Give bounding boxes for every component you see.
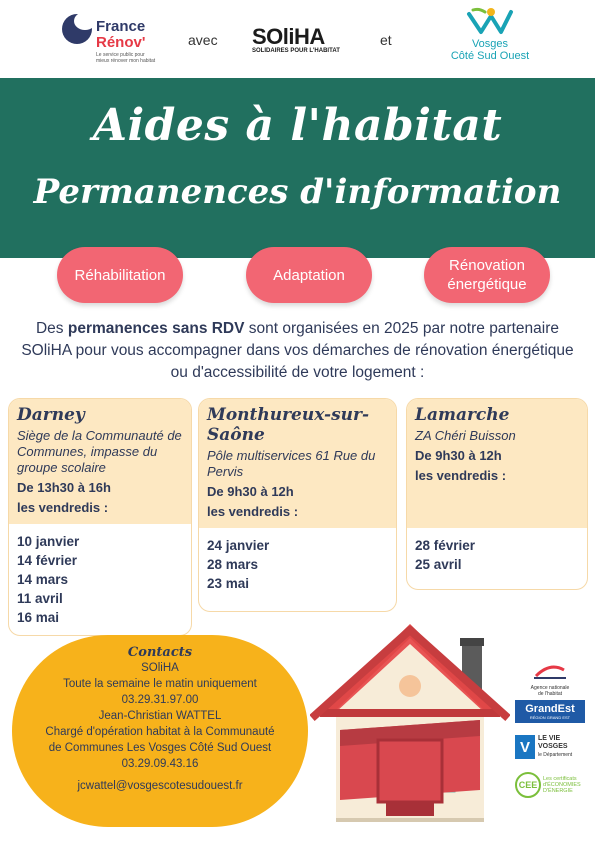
pill-renovation-energetique: Rénovation énergétique bbox=[424, 247, 550, 303]
vosges-dept-text bbox=[538, 735, 572, 759]
location-address: Siège de la Communauté de Communes, impasse du groupe scolaire bbox=[17, 428, 182, 475]
location-address: ZA Chéri Buisson bbox=[415, 428, 516, 443]
anah-text bbox=[515, 685, 585, 697]
location-day: les vendredis : bbox=[17, 500, 109, 515]
location-hours: De 13h30 à 16h bbox=[17, 480, 111, 495]
anah-logo bbox=[515, 660, 585, 697]
date-item: 25 avril bbox=[415, 557, 462, 572]
location-town: Monthureux-sur-Saône bbox=[207, 405, 370, 445]
intro-paragraph bbox=[20, 318, 575, 384]
vosges-v-icon: V bbox=[515, 735, 535, 759]
vosges-mountain-icon bbox=[465, 6, 515, 36]
date-item: 28 mars bbox=[207, 557, 259, 572]
vosges-departement-logo bbox=[515, 735, 585, 759]
grand-est-name: GrandEst bbox=[525, 703, 575, 715]
cee-logo bbox=[515, 772, 585, 798]
date-item: 14 février bbox=[17, 553, 78, 568]
contact-phone: 03.29.31.97.00 bbox=[121, 694, 199, 706]
date-item: 10 janvier bbox=[17, 534, 80, 549]
vosges-dept-line: VOSGES bbox=[538, 743, 568, 750]
intro-before: Des bbox=[35, 320, 68, 337]
grand-est-tagline: RÉGION GRAND EST bbox=[529, 715, 571, 720]
anah-line: Agence bbox=[530, 685, 548, 691]
location-hours: De 9h30 à 12h bbox=[415, 448, 502, 463]
subtitle: Permanences d'information bbox=[33, 172, 562, 212]
anah-line: de l'habitat bbox=[537, 691, 563, 697]
vosges-dept-line: LE VIE bbox=[538, 735, 561, 742]
contact-phone: 03.29.09.43.16 bbox=[121, 758, 199, 770]
cee-badge-icon: CEE bbox=[515, 772, 541, 798]
anah-line: nationale bbox=[549, 685, 570, 691]
location-day: les vendredis : bbox=[415, 468, 507, 483]
location-day: les vendredis : bbox=[207, 504, 299, 519]
date-item: 23 mai bbox=[207, 576, 250, 591]
date-item: 28 février bbox=[415, 538, 476, 553]
location-town: Lamarche bbox=[415, 405, 510, 425]
avec-text: avec bbox=[188, 32, 218, 48]
soliha-logo bbox=[252, 24, 352, 54]
grand-est-logo bbox=[515, 700, 585, 723]
date-item: 24 janvier bbox=[207, 538, 270, 553]
vosges-dept-line: le Département bbox=[538, 752, 573, 758]
vosges-cote-sud-ouest-logo bbox=[440, 6, 540, 62]
france-renov-line1: France bbox=[96, 18, 146, 35]
france-renov-tagline: Le service public pour mieux rénover mon habitat bbox=[96, 52, 156, 64]
vosges-line1: Vosges bbox=[471, 38, 509, 50]
location-card-lamarche bbox=[406, 398, 588, 590]
contact-line: Jean-Christian WATTEL bbox=[98, 710, 222, 722]
location-town: Darney bbox=[17, 405, 85, 425]
main-title: Aides à l'habitat bbox=[92, 100, 503, 151]
vosges-line2: Côté Sud Ouest bbox=[450, 50, 530, 62]
soliha-tagline: SOLIDAIRES POUR L'HABITAT bbox=[252, 48, 340, 54]
contact-line: SOliHA bbox=[141, 662, 179, 674]
soliha-name: SOliHA bbox=[252, 24, 325, 49]
date-item: 11 avril bbox=[17, 591, 63, 606]
france-renov-line2: Rénov' bbox=[96, 34, 146, 51]
card-header bbox=[9, 399, 191, 524]
cee-line: D'ÉNERGIE bbox=[543, 788, 573, 794]
date-item: 14 mars bbox=[17, 572, 69, 587]
location-dates bbox=[9, 524, 191, 635]
contact-line: Chargé d'opération habitat à la Communauté bbox=[45, 726, 275, 738]
france-renov-logo bbox=[58, 10, 158, 66]
location-dates bbox=[407, 528, 587, 582]
card-header bbox=[407, 399, 587, 528]
intro-bold: permanences sans RDV bbox=[67, 320, 245, 337]
location-card-monthureux bbox=[198, 398, 397, 612]
intro-after: sont organisées en 2025 par notre partenaire SOliHA pour vous accompagner dans vos démarches de rénovation énergétique ou d'accessibilité de votre logement : bbox=[21, 320, 574, 381]
pill-rehabilitation: Réhabilitation bbox=[57, 247, 183, 303]
et-text: et bbox=[380, 32, 392, 48]
card-header bbox=[199, 399, 396, 528]
location-card-darney bbox=[8, 398, 192, 636]
location-address: Pôle multiservices 61 Rue du Pervis bbox=[207, 448, 376, 479]
contacts-heading: Contacts bbox=[127, 645, 193, 660]
date-item: 16 mai bbox=[17, 610, 60, 625]
france-renov-house-icon bbox=[62, 14, 92, 44]
cee-line: Les certificats bbox=[543, 776, 577, 782]
anah-mark-icon bbox=[530, 660, 570, 680]
contact-email[interactable]: jcwattel@vosgescotesudouest.fr bbox=[77, 780, 243, 792]
contact-line: Toute la semaine le matin uniquement bbox=[63, 678, 257, 690]
house-illustration bbox=[310, 612, 510, 830]
pill-adaptation: Adaptation bbox=[246, 247, 372, 303]
contact-line: de Communes Les Vosges Côté Sud Ouest bbox=[48, 742, 272, 754]
location-dates bbox=[199, 528, 396, 601]
cee-text bbox=[543, 776, 581, 794]
location-hours: De 9h30 à 12h bbox=[207, 484, 294, 499]
contacts-block bbox=[12, 635, 308, 827]
cee-line: d'ÉCONOMIES bbox=[543, 782, 581, 788]
